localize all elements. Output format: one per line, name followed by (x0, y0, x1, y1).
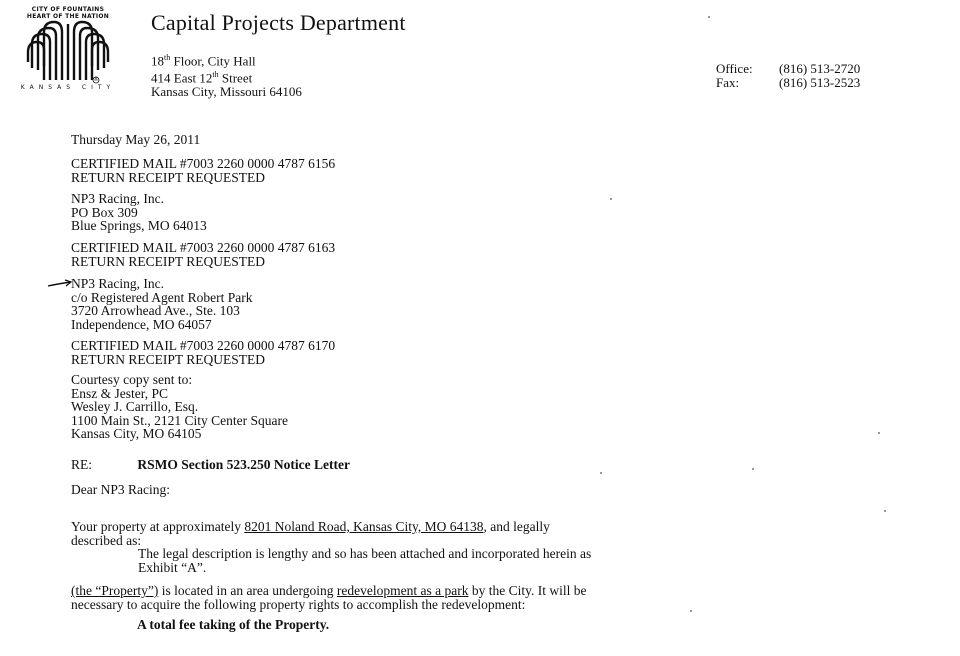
certified-mail-number: CERTIFIED MAIL #7003 2260 0000 4787 6163 (71, 240, 336, 255)
recipient-line: NP3 Racing, Inc. (71, 191, 164, 206)
taking-statement: A total fee taking of the Property. (137, 617, 330, 632)
mailing-1 (71, 157, 335, 184)
logo-top-line-1: CITY OF FOUNTAINS (31, 6, 105, 13)
courtesy-line: 1100 Main St., 2121 City Center Square (71, 412, 288, 428)
legal-description-line: The legal description is lengthy and so has been attached and incorporated herein as (138, 546, 592, 561)
re-line (71, 458, 350, 472)
fax-label: Fax: (716, 74, 740, 90)
courtesy-line: Ensz & Jester, PC (71, 385, 168, 401)
courtesy-line: Courtesy copy sent to: (71, 372, 193, 387)
legal-description-line: Exhibit “A”. (138, 559, 207, 575)
return-receipt: RETURN RECEIPT REQUESTED (71, 253, 266, 269)
paragraph-1-line-1: Your property at approximately 8201 Noland Road, Kansas City, MO 64138, and legally (71, 519, 550, 534)
city-logo (16, 6, 120, 96)
office-label: Office: (716, 61, 753, 76)
recipient-line: Independence, MO 64057 (71, 316, 212, 332)
return-receipt: RETURN RECEIPT REQUESTED (71, 169, 266, 185)
office-phone: (816) 513-2720 (779, 61, 861, 76)
scan-speck (708, 16, 710, 18)
property-term: (the “Property”) (71, 583, 159, 598)
department-title: Capital Projects Department (151, 10, 406, 35)
certified-mail-number: CERTIFIED MAIL #7003 2260 0000 4787 6170 (71, 338, 336, 353)
certified-mail-number: CERTIFIED MAIL #7003 2260 0000 4787 6156 (71, 156, 336, 171)
recipient-line: c/o Registered Agent Robert Park (71, 289, 253, 305)
fountain-logo-icon (16, 6, 120, 96)
paragraph-2-line-1: (the “Property”) is located in an area undergoing redevelopment as a park by the City. It will be (71, 583, 587, 598)
recipient-line: Blue Springs, MO 64013 (71, 218, 207, 233)
courtesy-line: Wesley J. Carrillo, Esq. (71, 399, 199, 414)
courtesy-line: Kansas City, MO 64105 (71, 426, 202, 441)
contact-info (716, 62, 860, 89)
re-subject: RSMO Section 523.250 Notice Letter (137, 457, 350, 472)
paragraph-2-line-2: necessary to acquire the following property rights to accomplish the redevelopment: (71, 596, 526, 612)
address-city: Kansas City, Missouri 64106 (151, 83, 302, 99)
scan-speck (752, 468, 754, 470)
property-address: 8201 Noland Road, Kansas City, MO 64138 (244, 519, 484, 534)
recipient-1 (71, 192, 207, 233)
logo-bottom-text: KANSAS CITY (20, 84, 116, 91)
mailing-3 (71, 339, 335, 366)
address-street: 414 East 12th Street (151, 69, 253, 86)
paragraph-2 (71, 584, 587, 611)
mailing-2 (71, 241, 335, 268)
paragraph-1 (71, 520, 591, 574)
registered-mark: ® (93, 76, 99, 83)
fax-number: (816) 513-2523 (779, 74, 861, 90)
recipient-line: PO Box 309 (71, 204, 138, 220)
scan-speck (600, 472, 602, 474)
handwritten-arrow-icon (47, 279, 73, 289)
paragraph-1-line-2: described as: (71, 532, 142, 548)
fax-row (716, 76, 860, 90)
address-floor: 18th Floor, City Hall (151, 53, 256, 69)
office-phone-row (716, 62, 860, 76)
scan-speck (884, 510, 886, 512)
recipient-line: NP3 Racing, Inc. (71, 276, 164, 291)
recipient-2 (71, 277, 252, 331)
department-address (151, 51, 302, 98)
recipient-line: 3720 Arrowhead Ave., Ste. 103 (71, 303, 240, 318)
redevelopment-term: redevelopment as a park (336, 583, 469, 598)
letter-date: Thursday May 26, 2011 (71, 132, 201, 147)
scan-speck (878, 432, 880, 434)
logo-top-line-2: HEART OF THE NATION (26, 13, 110, 20)
scan-speck (690, 610, 692, 612)
courtesy-copy (71, 373, 288, 441)
re-label: RE: (71, 457, 93, 472)
return-receipt: RETURN RECEIPT REQUESTED (71, 351, 266, 367)
scan-speck (610, 198, 612, 200)
salutation: Dear NP3 Racing: (71, 482, 170, 497)
